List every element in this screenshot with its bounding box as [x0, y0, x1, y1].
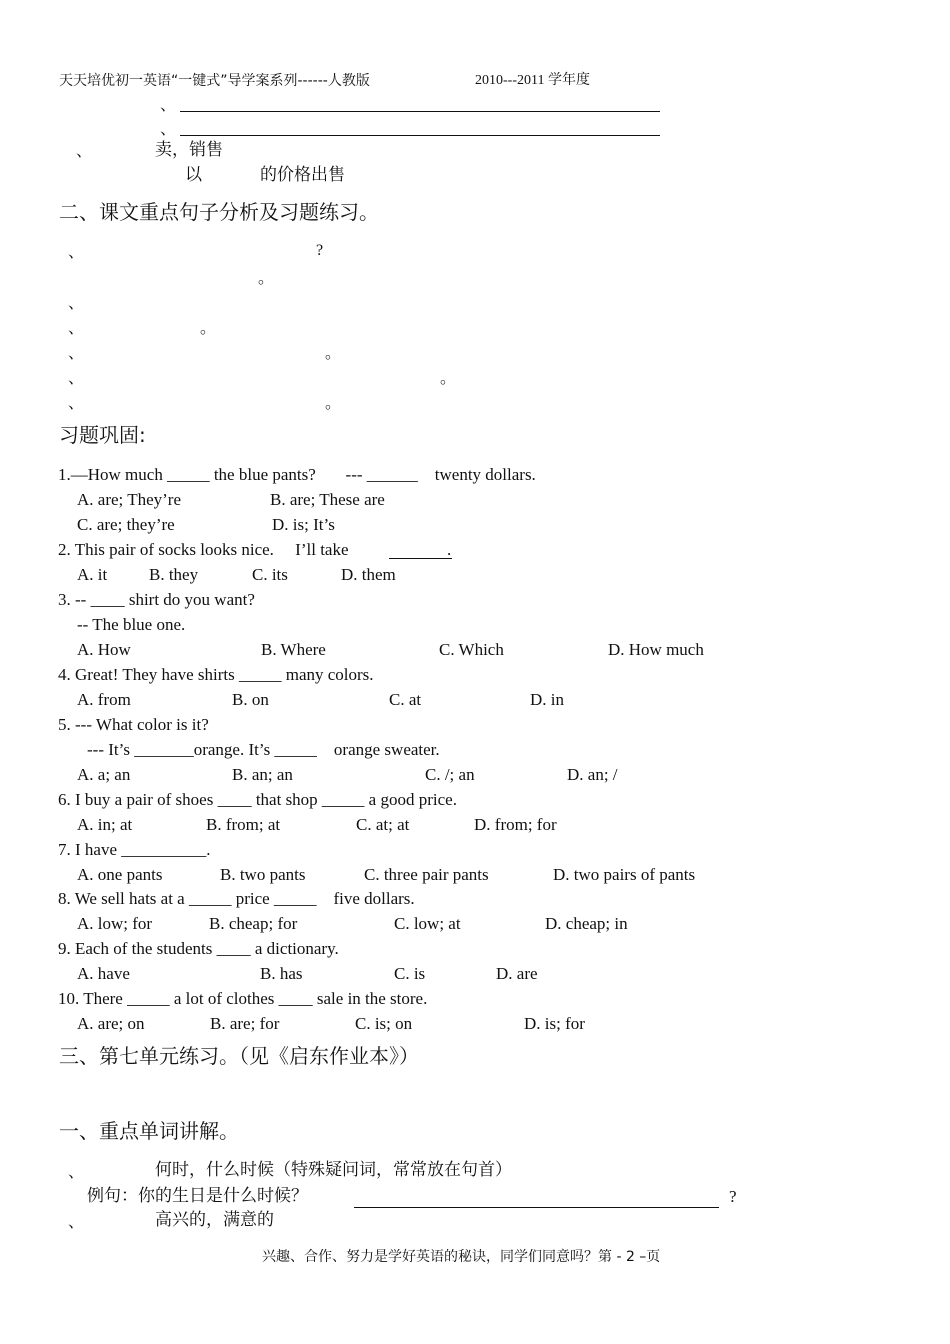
option-c: C. is; on: [355, 1014, 413, 1033]
option-a: A. low; for: [77, 914, 153, 933]
option-a: A. a; an: [77, 765, 131, 784]
option-a: A. in; at: [77, 815, 133, 834]
section-title: 二、课文重点句子分析及习题练习。: [59, 200, 379, 224]
phrase-meaning: 的价格出售: [260, 165, 345, 185]
sentence-end: ?: [316, 242, 324, 259]
option-c: C. at: [389, 690, 422, 709]
header-right: 2010---2011 学年度: [475, 73, 590, 88]
option-c: C. Which: [439, 640, 504, 659]
option-a: A. are; on: [77, 1014, 145, 1033]
question-3: 3. -- ____ shirt do you want?: [58, 590, 255, 609]
option-c: C. its: [252, 565, 288, 584]
item-mark: 、: [160, 119, 177, 138]
item-mark: 、: [76, 141, 93, 160]
option-b: B. an; an: [232, 765, 293, 784]
option-b: B. on: [232, 690, 269, 709]
answer-blank: [389, 558, 452, 559]
vocab-meaning: 高兴的，满意的: [155, 1210, 274, 1230]
option-d: D. two pairs of pants: [553, 865, 696, 884]
question-5: 5. --- What color is it?: [58, 715, 209, 734]
option-d: D. How much: [608, 640, 704, 659]
sentence-end: 。: [325, 343, 342, 362]
sentence-mark: 、: [68, 242, 85, 261]
option-c: C. three pair pants: [364, 865, 489, 884]
item-mark: 、: [68, 1212, 85, 1231]
sentence-mark: 、: [68, 293, 85, 312]
option-a: A. it: [77, 565, 108, 584]
option-a: A. one pants: [77, 865, 163, 884]
question-10: 10. There _____ a lot of clothes ____ sale in the store.: [58, 989, 428, 1008]
sentence-mark: 、: [68, 368, 85, 387]
question-end: .: [447, 540, 452, 559]
section-title: 三、第七单元练习。（见《启东作业本》）: [59, 1044, 419, 1068]
question-1: 1.—How much _____ the blue pants? --- ______ twenty dollars.: [58, 465, 536, 484]
item-mark: 、: [68, 1162, 85, 1181]
page-footer: 兴趣、合作、努力是学好英语的秘诀，同学们同意吗？第 - 2 –页: [262, 1249, 661, 1265]
question-4: 4. Great! They have shirts _____ many colors.: [58, 665, 374, 684]
phrase-part: 以: [185, 165, 202, 185]
option-a: A. How: [77, 640, 131, 659]
option-a: A. from: [77, 690, 131, 709]
option-c: C. /; an: [425, 765, 475, 784]
sentence-end: 。: [200, 318, 217, 337]
sentence-mark: 、: [68, 318, 85, 337]
option-d: D. is; It’s: [272, 515, 335, 534]
option-d: D. an; /: [567, 765, 618, 784]
option-c: C. are; they’re: [77, 515, 175, 534]
option-d: D. is; for: [524, 1014, 585, 1033]
option-b: B. from; at: [206, 815, 281, 834]
option-b: B. cheap; for: [209, 914, 298, 933]
option-a: A. are; They’re: [77, 490, 181, 509]
option-d: D. are: [496, 964, 538, 983]
option-b: B. are; These are: [270, 490, 385, 509]
question-line: -- The blue one.: [77, 615, 186, 634]
question-7: 7. I have __________.: [58, 840, 211, 859]
answer-line: [180, 135, 660, 136]
section-title: 一、重点单词讲解。: [59, 1119, 239, 1143]
answer-line: [180, 111, 660, 112]
example-label: 例句：你的生日是什么时候？: [87, 1186, 308, 1206]
option-b: B. are; for: [210, 1014, 280, 1033]
option-d: D. from; for: [474, 815, 557, 834]
exercises-title: 习题巩固:: [59, 423, 146, 447]
option-c: C. low; at: [394, 914, 461, 933]
option-b: B. Where: [261, 640, 326, 659]
question-6: 6. I buy a pair of shoes ____ that shop _____ a good price.: [58, 790, 457, 809]
sentence-end: 。: [325, 393, 342, 412]
option-b: B. two pants: [220, 865, 306, 884]
sentence-mark: 、: [68, 393, 85, 412]
option-b: B. they: [149, 565, 199, 584]
sentence-end: 。: [258, 268, 275, 287]
item-mark: 、: [160, 95, 177, 114]
answer-line: [354, 1207, 719, 1208]
vocab-meaning: 卖，销售: [155, 140, 223, 160]
option-b: B. has: [260, 964, 303, 983]
option-d: D. in: [530, 690, 564, 709]
question-2: 2. This pair of socks looks nice. I’ll take: [58, 540, 349, 559]
example-end: ?: [729, 1187, 737, 1206]
option-c: C. at; at: [356, 815, 410, 834]
question-8: 8. We sell hats at a _____ price _____ five dollars.: [58, 889, 415, 908]
vocab-meaning: 何时，什么时候（特殊疑问词，常常放在句首）: [155, 1160, 512, 1180]
header-left: 天天培优初一英语“一键式”导学案系列------人教版: [59, 73, 370, 89]
question-line: --- It’s _______orange. It’s _____ orange sweater.: [87, 740, 440, 759]
option-d: D. them: [341, 565, 396, 584]
option-d: D. cheap; in: [545, 914, 628, 933]
sentence-end: 。: [440, 368, 457, 387]
sentence-mark: 、: [68, 343, 85, 362]
option-a: A. have: [77, 964, 130, 983]
option-c: C. is: [394, 964, 426, 983]
question-9: 9. Each of the students ____ a dictionary.: [58, 939, 339, 958]
